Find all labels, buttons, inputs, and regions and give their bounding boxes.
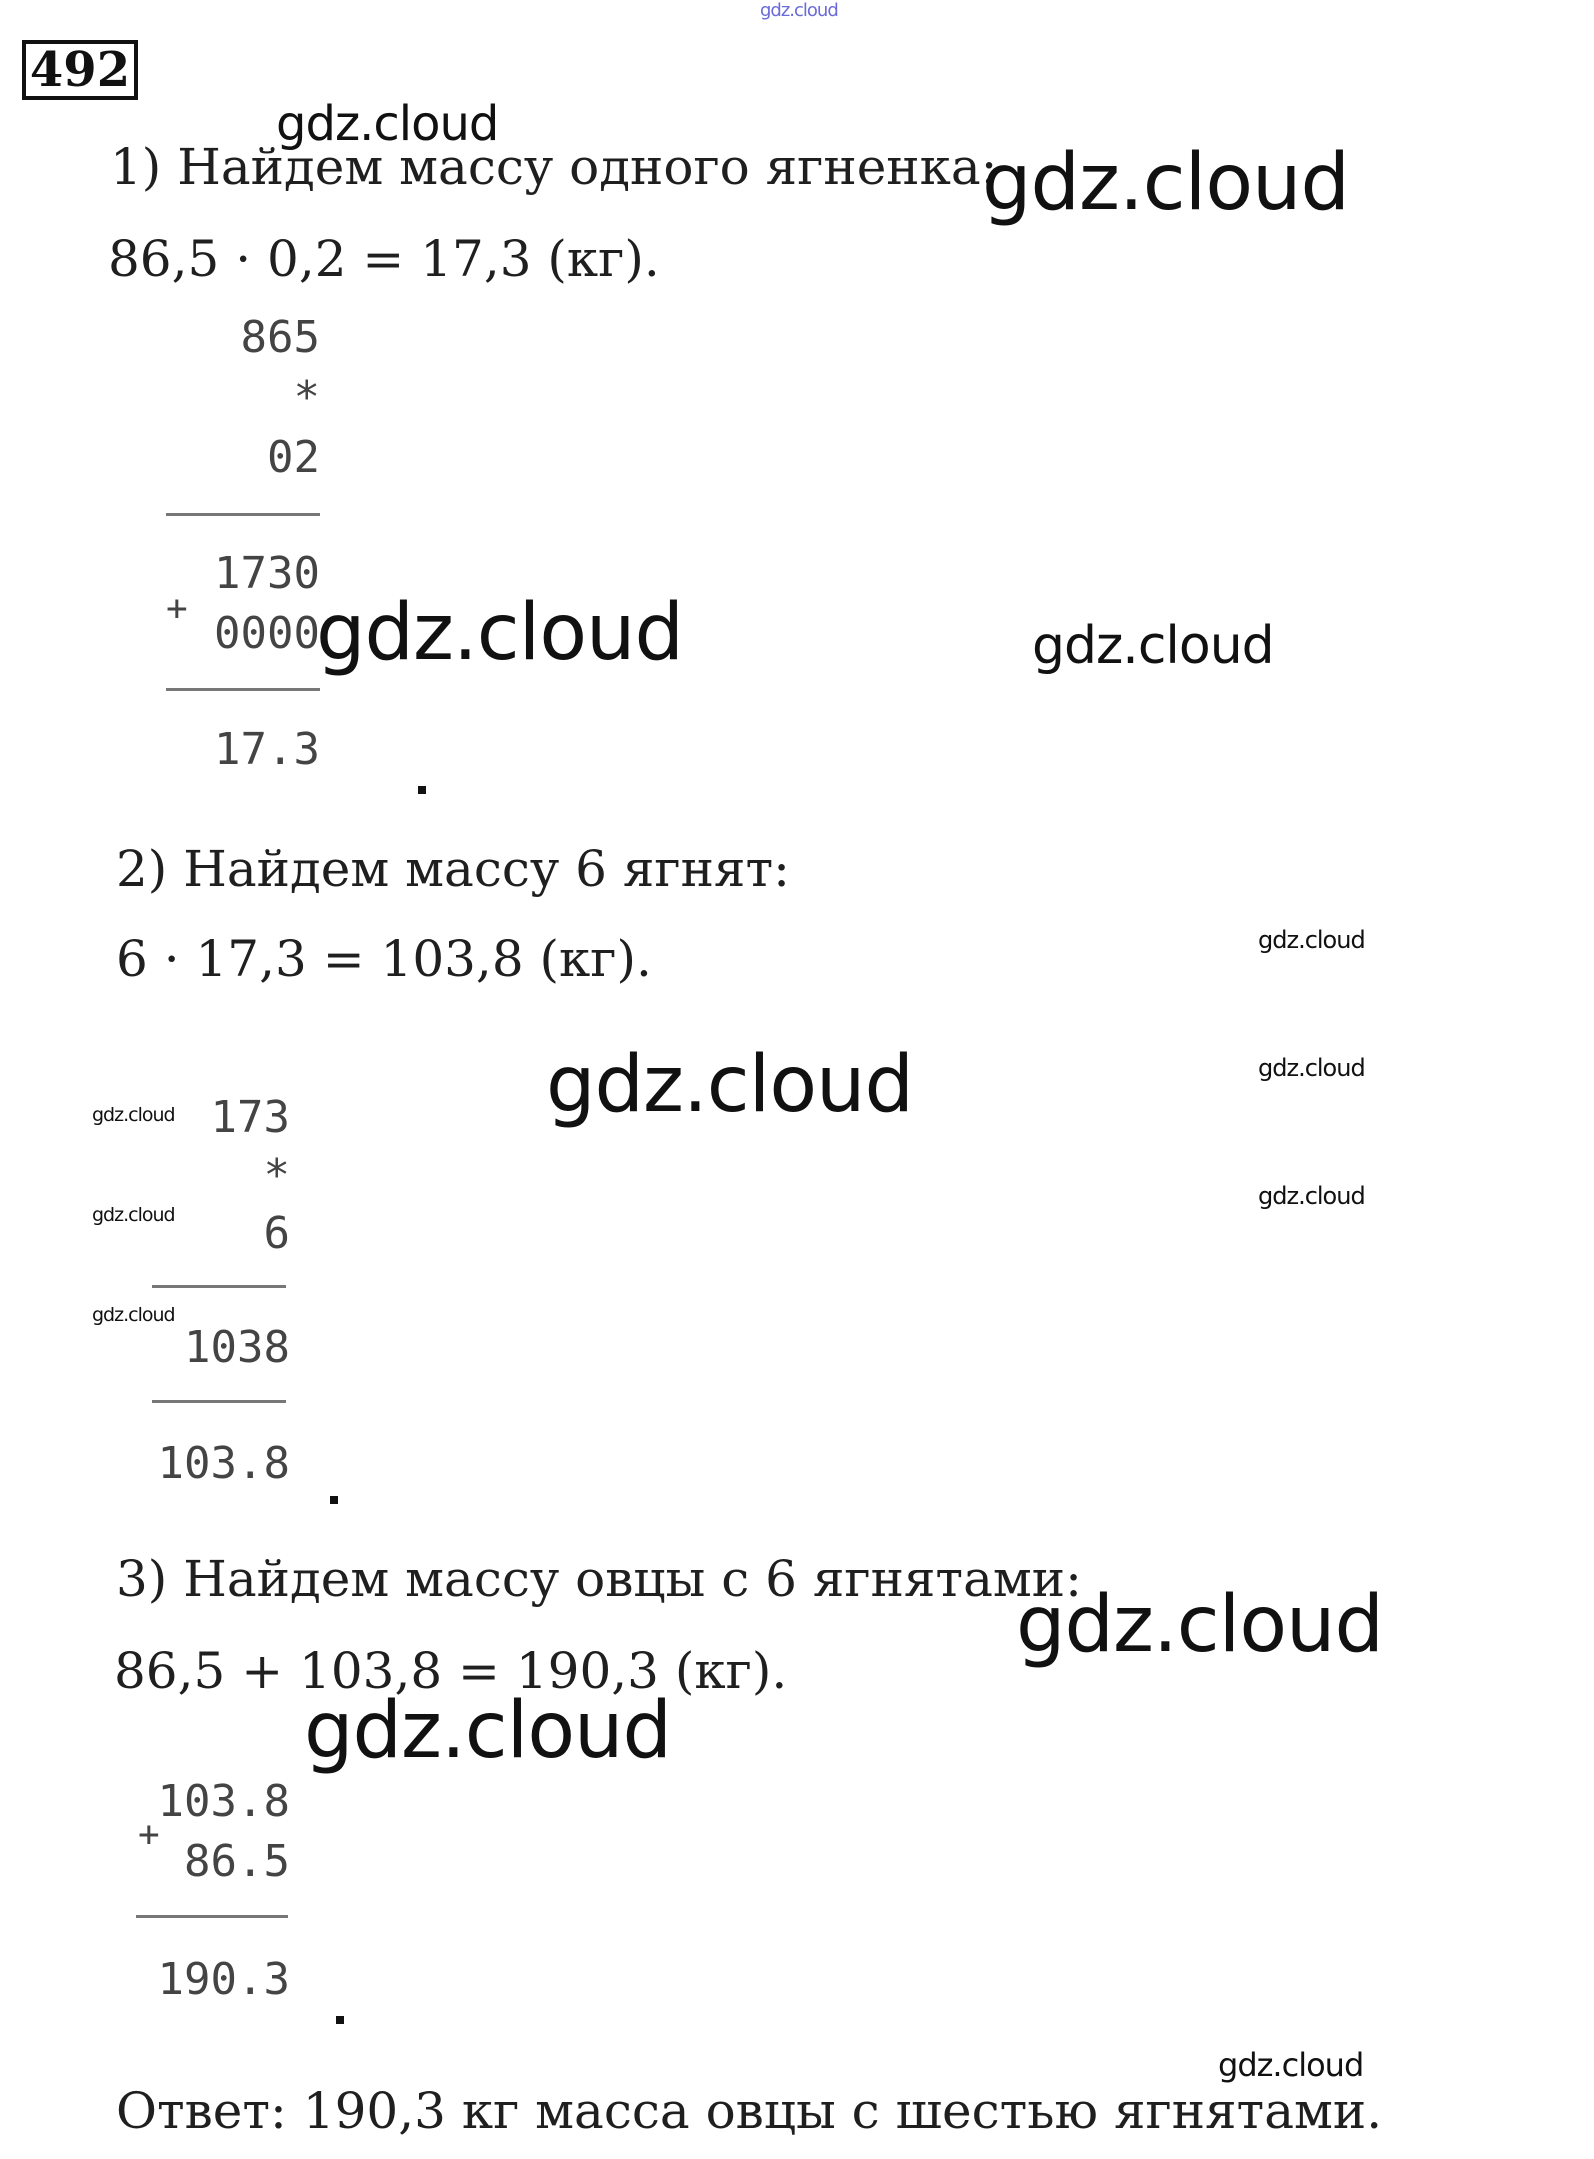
step3-operand2: 86.5: [184, 1836, 290, 1887]
step1-dot: [418, 786, 426, 794]
watermark: gdz.cloud: [92, 1304, 175, 1326]
step1-partial1: 1730: [214, 548, 320, 599]
task-number: 492: [22, 40, 138, 100]
step2-heading: 2) Найдем массу 6 ягнят:: [116, 840, 790, 898]
watermark: gdz.cloud: [1258, 1182, 1365, 1210]
step1-plus-sign: +: [166, 588, 188, 629]
step3-equation: 86,5 + 103,8 = 190,3 (кг).: [114, 1642, 788, 1700]
step3-rule: [136, 1915, 288, 1918]
watermark: gdz.cloud: [304, 1686, 671, 1776]
step2-operand2: 6: [263, 1208, 290, 1259]
step1-operand2: 02: [267, 432, 320, 483]
step1-operator: *: [293, 372, 320, 423]
watermark: gdz.cloud: [1258, 926, 1365, 954]
step2-operand1: 173: [210, 1092, 290, 1143]
step3-heading: 3) Найдем массу овцы с 6 ягнятами:: [116, 1550, 1082, 1608]
watermark: gdz.cloud: [982, 138, 1349, 228]
watermark: gdz.cloud: [546, 1040, 913, 1130]
step3-operand1: 103.8: [157, 1776, 290, 1827]
watermark-top: gdz.cloud: [760, 0, 838, 21]
step1-operand1: 865: [240, 312, 320, 363]
step2-equation: 6 · 17,3 = 103,8 (кг).: [116, 930, 652, 988]
answer-text: Ответ: 190,3 кг масса овцы с шестью ягнятами.: [116, 2082, 1383, 2140]
step2-partial1: 1038: [184, 1322, 290, 1373]
step2-operator: *: [263, 1150, 290, 1201]
step3-plus-sign: +: [138, 1814, 160, 1855]
watermark: gdz.cloud: [316, 588, 683, 678]
watermark: gdz.cloud: [276, 96, 499, 152]
watermark: gdz.cloud: [1218, 2046, 1364, 2084]
watermark: gdz.cloud: [92, 1204, 175, 1226]
step1-rule-1: [166, 513, 320, 516]
step1-heading: 1) Найдем массу одного ягненка:: [110, 138, 998, 196]
step2-dot: [330, 1496, 338, 1504]
step1-equation: 86,5 · 0,2 = 17,3 (кг).: [108, 230, 660, 288]
step1-result: 17.3: [214, 724, 320, 775]
step1-partial2: 0000: [214, 608, 320, 659]
step3-result: 190.3: [157, 1954, 290, 2005]
watermark: gdz.cloud: [1016, 1580, 1383, 1670]
watermark: gdz.cloud: [1032, 616, 1274, 676]
step2-rule-2: [152, 1400, 286, 1403]
watermark: gdz.cloud: [92, 1104, 175, 1126]
step3-dot: [336, 2016, 344, 2024]
step2-rule-1: [152, 1285, 286, 1288]
step2-result: 103.8: [157, 1438, 290, 1489]
step1-rule-2: [166, 688, 320, 691]
watermark: gdz.cloud: [1258, 1054, 1365, 1082]
